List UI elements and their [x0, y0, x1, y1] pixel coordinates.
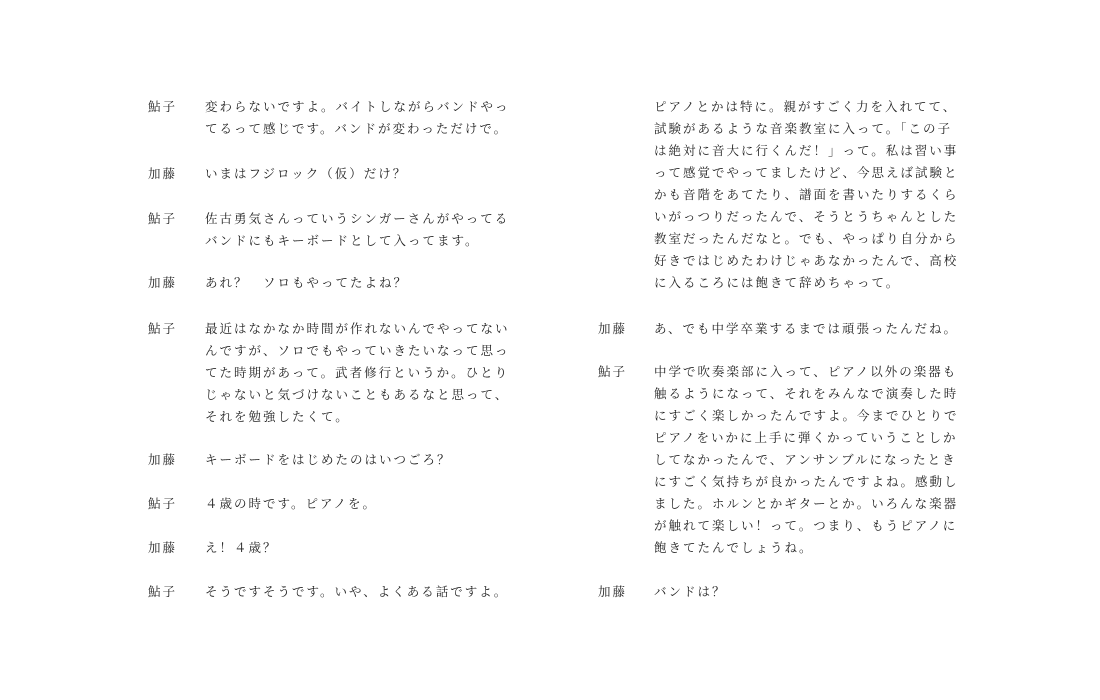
dialogue-text [654, 581, 727, 603]
dialogue-text [205, 163, 407, 185]
dialogue-text [205, 208, 509, 252]
text-line: にすごく楽しかったんですよ。今までひとりで [654, 408, 959, 423]
text-line: いまはフジロック（仮）だけ？ [205, 166, 408, 181]
text-line: 好きではじめたわけじゃあなかったんで、高校 [654, 253, 959, 268]
speaker-name: 鮎子 [148, 211, 178, 226]
text-line: じゃないと気づけないこともあるなと思って、 [205, 387, 510, 402]
speaker-name: 加藤 [148, 540, 178, 555]
text-line: あ、でも中学卒業するまでは頑張ったんだね。 [654, 321, 959, 336]
text-line: バンドは？ [654, 584, 727, 599]
text-line: 佐古勇気さんっていうシンガーさんがやってる [205, 211, 510, 226]
speaker-name: 加藤 [598, 584, 628, 599]
text-line: バンドにもキーボードとして入ってます。 [205, 233, 480, 248]
text-line: キーボードをはじめたのはいつごろ？ [205, 452, 452, 467]
speaker-name: 鮎子 [598, 364, 628, 379]
text-line: に入るころには飽きて辞めちゃって。 [654, 275, 901, 290]
text-line: てた時期があって。武者修行というか。ひとり [205, 365, 510, 380]
text-line: 中学で吹奏楽部に入って、ピアノ以外の楽器も [654, 364, 958, 379]
text-line: 最近はなかなか時間が作れないんでやってない [205, 321, 510, 336]
text-line: ピアノをいかに上手に弾くかっていうことしか [654, 430, 958, 445]
speaker-name: 加藤 [148, 452, 178, 467]
text-line: は絶対に音大に行くんだ！」って。私は習い事 [654, 143, 959, 158]
dialogue-text [205, 272, 408, 294]
text-line: んですが、ソロでもやっていきたいなって思っ [205, 343, 510, 358]
text-line: ました。ホルンとかギターとか。いろんな楽器 [654, 496, 959, 511]
speaker-name: 加藤 [598, 321, 628, 336]
dialogue-text [654, 361, 959, 559]
text-line: 教室だったんだなと。でも、やっぱり自分から [654, 231, 959, 246]
text-line: 変わらないですよ。バイトしながらバンドやっ [205, 99, 510, 114]
dialogue-text [205, 493, 377, 515]
text-line: って感覚でやってましたけど、今思えば試験と [654, 165, 959, 180]
dialogue-text [205, 581, 508, 603]
text-line: が触れて楽しい！って。つまり、もうピアノに [654, 518, 958, 533]
speaker-name: 鮎子 [148, 321, 178, 336]
text-line: かも音階をあてたり、譜面を書いたりするくら [654, 187, 959, 202]
dialogue-text [654, 318, 958, 340]
text-line: それを勉強したくて。 [205, 409, 350, 424]
text-line: いがっつりだったんで、そうとうちゃんとした [654, 209, 959, 224]
text-line: ４歳の時です。ピアノを。 [205, 496, 378, 511]
dialogue-text [654, 96, 959, 294]
text-line: にすごく気持ちが良かったんですよね。感動し [654, 474, 959, 489]
text-line: 試験があるような音楽教室に入って。「この子 [654, 121, 953, 136]
speaker-name: 加藤 [148, 275, 178, 290]
dialogue-text [205, 318, 510, 428]
speaker-name: 鮎子 [148, 99, 178, 114]
text-line: してなかったんで、アンサンブルになったとき [654, 452, 957, 467]
dialogue-text [205, 449, 452, 471]
dialogue-text [205, 96, 510, 140]
text-line: 飽きてたんでしょうね。 [654, 540, 814, 555]
text-line: 触るようになって、それをみんなで演奏した時 [654, 386, 959, 401]
speaker-name: 鮎子 [148, 496, 178, 511]
speaker-name: 鮎子 [148, 584, 178, 599]
text-line: ピアノとかは特に。親がすごく力を入れてて、 [654, 99, 958, 114]
text-line: そうですそうです。いや、よくある話ですよ。 [205, 584, 509, 599]
text-line: てるって感じです。バンドが変わっただけで。 [205, 121, 509, 136]
speaker-name: 加藤 [148, 166, 178, 181]
text-line: え！４歳？ [205, 540, 278, 555]
dialogue-text [205, 537, 278, 559]
text-line: あれ？ ソロもやってたよね？ [205, 275, 409, 290]
